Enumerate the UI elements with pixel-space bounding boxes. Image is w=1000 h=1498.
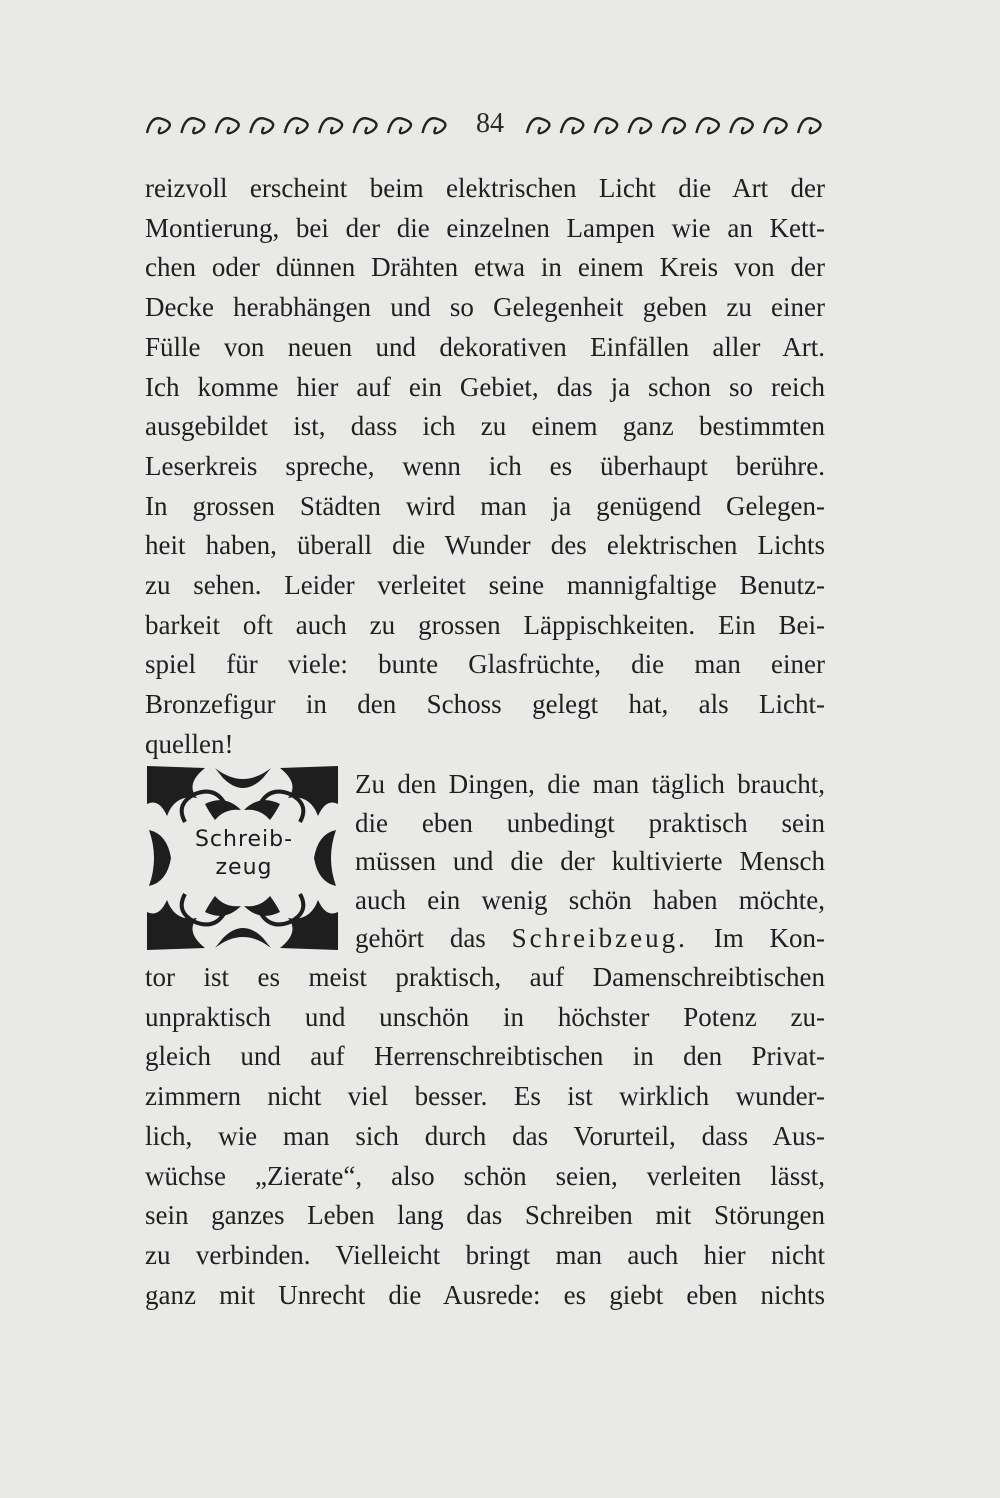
ornament-link [147,118,170,133]
ornament-link [527,118,549,133]
text-line: auch ein wenig schön haben möchte, [355,884,825,915]
ornament-link [798,118,820,133]
text-line: quellen! [145,728,234,759]
text-line: zu sehen. Leider verleitet seine mannigfaltige Benutz- [145,570,825,600]
text-line: tor ist es meist praktisch, auf Damenschreibtischen [145,962,825,992]
text-line: In grossen Städten wird man ja genügend Gelegen- [145,490,825,521]
page-number: 84 [476,108,504,139]
ornament-link [250,118,273,133]
text-line: Ich komme hier auf ein Gebiet, das ja schon so reich [145,371,825,402]
text-line: heit haben, überall die Wunder des elektrischen Lichts [145,530,825,561]
running-header [145,105,830,143]
ornament-link [354,118,377,133]
text-line: ausgebildet ist, dass ich zu einem ganz bestimmten [145,411,825,442]
text-line: zu verbinden. Vielleicht bringt man auch hier nicht [145,1239,825,1270]
ornament-link [216,118,239,133]
text-fragment: Im Kon- [713,923,826,953]
text-line: Bronzefigur in den Schoss gelegt hat, als Licht- [145,689,825,720]
text-line: spiel für viele: bunte Glasfrüchte, die man einer [145,649,825,680]
vignette-label-line1: Schreib- [194,827,294,852]
header-ornament-left [145,113,455,139]
text-line: chen oder dünnen Drähten etwa in einem Kreis von der [145,252,825,283]
ornament-link [663,118,685,133]
text-line: Decke herabhängen und so Gelegenheit geben zu einer [145,292,825,323]
ornament-link [319,118,342,133]
ornament-link [181,118,204,133]
text-line: Zu den Dingen, die man täglich braucht, [355,769,825,799]
ornament-link [388,118,411,133]
ornament-link [764,118,786,133]
text-line: Fülle von neuen und dekorativen Einfällen aller Art. [145,331,825,362]
vignette-label [175,826,313,890]
text-line: lich, wie man sich durch das Vorurteil, dass Aus- [145,1120,825,1151]
vignette-label-line2: zeug [215,855,273,880]
text-line: ganz mit Unrecht die Ausrede: es giebt eben nichts [145,1279,825,1310]
text-line: müssen und die der kultivierte Mensch [355,846,825,876]
text-line: sein ganzes Leben lang das Schreiben mit Störungen [145,1200,825,1231]
ornament-link [730,118,752,133]
text-line: reizvoll erscheint beim elektrischen Licht die Art der [145,173,825,203]
emphasized-word: Schreibzeug. [511,923,688,953]
text-line: zimmern nicht viel besser. Es ist wirklich wunder- [145,1081,825,1112]
ornament-link [561,118,583,133]
schreibzeug-vignette [145,764,340,952]
schreibzeug-line [355,918,825,958]
text-line: barkeit oft auch zu grossen Läppischkeiten. Ein Bei- [145,609,825,640]
text-line: die eben unbedingt praktisch sein [355,807,825,838]
ornament-link [696,118,718,133]
text-line: unpraktisch und unschön in höchster Potenz zu- [145,1001,825,1032]
ornament-link [285,118,308,133]
text-line: gleich und auf Herrenschreibtischen in den Privat- [145,1041,825,1072]
text-line: Leserkreis spreche, wenn ich es überhaupt berühre. [145,450,825,481]
header-ornament-right [525,113,830,139]
ornament-link [423,118,446,133]
ornament-link [629,118,651,133]
text-line: wüchse „Zierate“, also schön seien, verleiten lässt, [145,1160,825,1191]
ornament-link [595,118,617,133]
text-line: Montierung, bei der die einzelnen Lampen wie an Kett- [145,212,825,243]
text-fragment: gehört das [355,923,486,953]
